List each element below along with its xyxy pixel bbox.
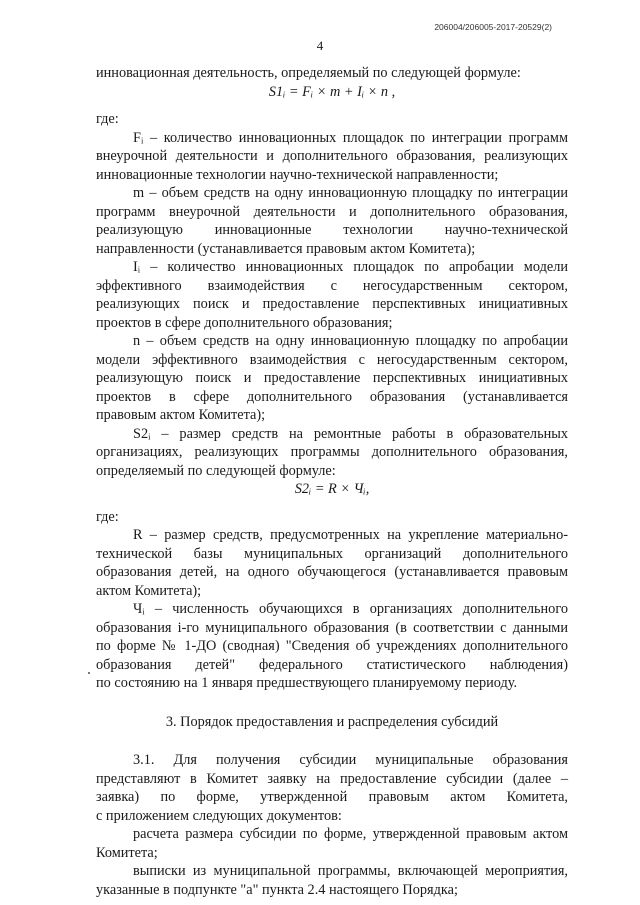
definition-i <box>96 258 568 332</box>
line: расчета размера субсидии по форме, утвержденной правовым актом <box>133 826 568 842</box>
line: эффективного взаимодействия с негосударственным сектором, <box>96 277 568 294</box>
line: реализующую поиск и предоставление перспективных инициативных <box>96 370 568 386</box>
definition-n <box>96 332 568 425</box>
line: образования детей" федерального статистического наблюдения) <box>96 656 568 673</box>
line: организациях, реализующих программы дополнительного образования, <box>96 444 568 460</box>
line: технической базы муниципальных организаций дополнительного <box>96 545 568 562</box>
line: n – объем средств на одну инновационную площадку по апробации <box>133 333 568 349</box>
line: S2ᵢ – размер средств на ремонтные работы в образовательных <box>133 425 568 442</box>
line: заявка) по форме, утвержденной правовым актом Комитета, <box>96 789 568 805</box>
line: с приложением следующих документов: <box>96 807 342 824</box>
document-id: 206004/206005-2017-20529(2) <box>434 22 552 32</box>
document-body <box>96 64 568 899</box>
line: Fᵢ – количество инновационных площадок по интеграции программ <box>133 129 568 146</box>
line: проектов в сфере дополнительного образования (устанавливается <box>96 388 568 405</box>
formula-s1: S1ᵢ = Fᵢ × m + Iᵢ × n , <box>268 83 396 100</box>
line: Iᵢ – количество инновационных площадок по апробации модели <box>133 259 568 275</box>
list-item <box>96 825 568 862</box>
line: определяемый по следующей формуле: <box>96 462 336 479</box>
line: образования детей, на одного обучающегося (устанавливается правовым <box>96 564 568 580</box>
paragraph-3-1 <box>96 751 568 825</box>
definition-ch <box>96 600 568 693</box>
line: по форме № 1-ДО (сводная) "Сведения об учреждениях дополнительного <box>96 638 568 654</box>
list-item <box>96 862 568 899</box>
definition-s2 <box>96 425 568 481</box>
definition-r <box>96 526 568 600</box>
definition-f <box>96 129 568 185</box>
line: по состоянию на 1 января предшествующего планируемому периоду. <box>96 675 518 691</box>
line: Чᵢ – численность обучающихся в организациях дополнительного <box>133 601 568 617</box>
line: реализующих поиск и предоставление перспективных инициативных <box>96 296 568 312</box>
line: Комитета; <box>96 844 158 861</box>
formula-s2: S2ᵢ = R × Чᵢ, <box>294 481 370 497</box>
line: направленности (устанавливается правовым актом Комитета); <box>96 240 476 257</box>
line: выписки из муниципальной программы, включающей мероприятия, <box>133 863 568 879</box>
section-heading: 3. Порядок предоставления и распределения субсидий <box>165 713 499 730</box>
scan-speck <box>88 672 90 674</box>
line: проектов в сфере дополнительного образования; <box>96 314 393 331</box>
line: правовым актом Комитета); <box>96 407 266 423</box>
line: актом Комитета); <box>96 582 202 599</box>
line: инновационные технологии научно-технической направленности; <box>96 166 499 183</box>
page-number: 4 <box>316 38 324 53</box>
line: программ внеурочной деятельности и дополнительного образования, <box>96 203 568 220</box>
line: R – размер средств, предусмотренных на укрепление материально- <box>133 527 568 543</box>
line: представляют в Комитет заявку на предоставление субсидии (далее – <box>96 770 568 787</box>
definition-m <box>96 184 568 258</box>
intro-line: инновационная деятельность, определяемый по следующей формуле: <box>96 65 521 81</box>
line: внеурочной деятельности и дополнительного образования, реализующих <box>96 148 568 164</box>
line: m – объем средств на одну инновационную площадку по интеграции <box>133 185 568 201</box>
line: модели эффективного взаимодействия с негосударственным сектором, <box>96 351 568 368</box>
line: образования i-го муниципального образования (в соответствии с данными <box>96 619 568 636</box>
where-label: где: <box>96 508 119 525</box>
line: 3.1. Для получения субсидии муниципальные образования <box>133 752 568 768</box>
where-label: где: <box>96 111 119 127</box>
line: указанные в подпункте "а" пункта 2.4 настоящего Порядка; <box>96 881 458 898</box>
line: реализующую инновационные технологии научно-технической <box>96 222 568 238</box>
